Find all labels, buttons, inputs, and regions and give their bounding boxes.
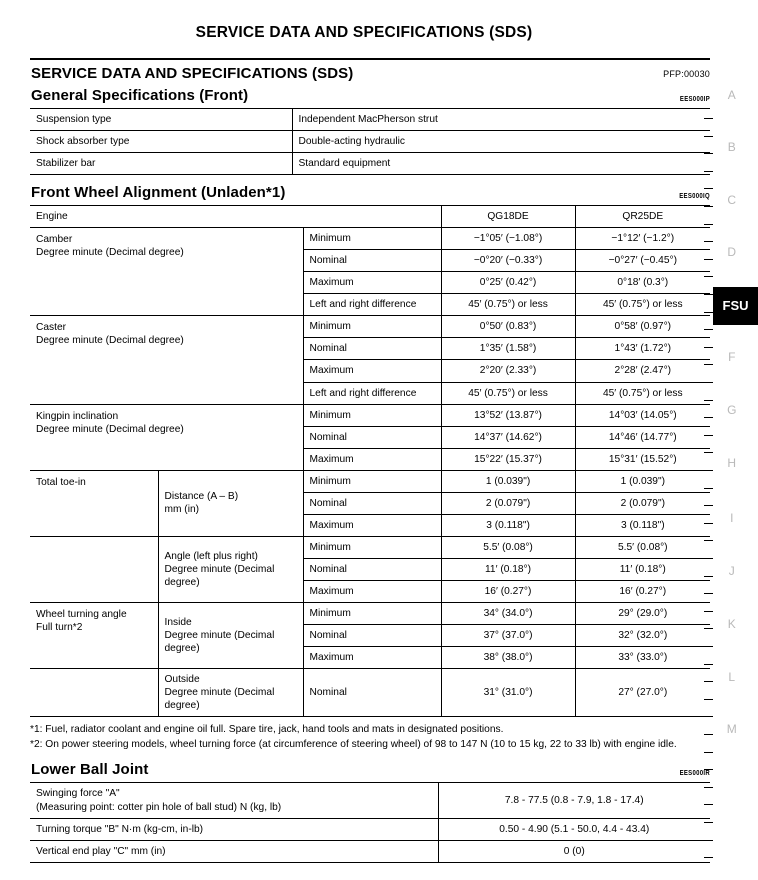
spec-value: Double-acting hydraulic	[292, 131, 710, 153]
alignment-measure-label: Maximum	[303, 360, 441, 382]
section-tab-k[interactable]: K	[727, 617, 737, 631]
footnote: *2: On power steering models, wheel turning force (at circumference of steering wheel) of 98 to 147 N (10 to 15 kg, 22 to 33 lb) with engine idle.	[30, 739, 677, 751]
alignment-measure-label: Maximum	[303, 272, 441, 294]
alignment-value-qr25de: 15°31′ (15.52°)	[575, 448, 710, 470]
alignment-measure-label: Nominal	[303, 426, 441, 448]
table-row	[30, 153, 710, 175]
alignment-value-qg18de: 13°52′ (13.87°)	[441, 404, 575, 426]
alignment-subgroup-label: Outside Degree minute (Decimal degree)	[158, 669, 303, 717]
alignment-measure-label: Maximum	[303, 448, 441, 470]
ball-joint-ref-code: EES000IR	[679, 770, 710, 778]
alignment-value-qg18de: 15°22′ (15.37°)	[441, 448, 575, 470]
spec-value: Standard equipment	[292, 153, 710, 175]
pfp-code: PFP:00030	[663, 69, 710, 79]
alignment-group-label: Kingpin inclination Degree minute (Decimal degree)	[30, 404, 303, 470]
alignment-subgroup-label: Angle (left plus right) Degree minute (Decimal degree)	[158, 536, 303, 602]
alignment-value-qg18de: 45′ (0.75°) or less	[441, 294, 575, 316]
section-tab-h[interactable]: H	[727, 456, 737, 470]
alignment-measure-label: Nominal	[303, 669, 441, 717]
alignment-measure-label: Minimum	[303, 470, 441, 492]
sds-heading-row	[30, 60, 710, 84]
ball-joint-title: Lower Ball Joint	[31, 761, 149, 779]
alignment-value-qg18de: 37° (37.0°)	[441, 625, 575, 647]
alignment-value-qr25de: 29° (29.0°)	[575, 602, 710, 624]
table-row	[30, 316, 710, 338]
table-row	[30, 131, 710, 153]
table-header-row	[30, 206, 710, 228]
table-row	[30, 109, 710, 131]
page-header-title: SERVICE DATA AND SPECIFICATIONS (SDS)	[195, 24, 533, 41]
ball-joint-label: Vertical end play "C" mm (in)	[30, 840, 438, 862]
ball-joint-heading-row	[30, 758, 710, 782]
alignment-subgroup-label: Distance (A – B) mm (in)	[158, 470, 303, 536]
lower-ball-joint-table	[30, 782, 710, 862]
alignment-value-qr25de: 2 (0.079")	[575, 492, 710, 514]
sds-title: SERVICE DATA AND SPECIFICATIONS (SDS)	[31, 65, 354, 82]
alignment-value-qr25de: 1°43′ (1.72°)	[575, 338, 710, 360]
alignment-measure-label: Left and right difference	[303, 382, 441, 404]
engine-column-header: QR25DE	[575, 206, 710, 228]
table-row	[30, 602, 710, 624]
alignment-measure-label: Nominal	[303, 492, 441, 514]
table-row	[30, 536, 710, 558]
alignment-value-qr25de: 14°46′ (14.77°)	[575, 426, 710, 448]
table-row	[30, 818, 710, 840]
alignment-value-qg18de: 16′ (0.27°)	[441, 580, 575, 602]
section-tab-d[interactable]: D	[727, 245, 737, 259]
alignment-value-qr25de: −0°27′ (−0.45°)	[575, 250, 710, 272]
alignment-value-qg18de: 45′ (0.75°) or less	[441, 382, 575, 404]
section-tab-j[interactable]: J	[728, 564, 736, 578]
alignment-measure-label: Minimum	[303, 228, 441, 250]
section-tab-fsu[interactable]: FSU	[713, 287, 758, 325]
alignment-group-label	[30, 536, 158, 602]
alignment-value-qg18de: 0°50′ (0.83°)	[441, 316, 575, 338]
alignment-group-label: Camber Degree minute (Decimal degree)	[30, 228, 303, 316]
front-wheel-alignment-table	[30, 205, 710, 717]
section-tab-m[interactable]: M	[726, 722, 738, 736]
table-row	[30, 228, 710, 250]
spec-value: Independent MacPherson strut	[292, 109, 710, 131]
alignment-value-qr25de: 1 (0.039")	[575, 470, 710, 492]
alignment-value-qr25de: −1°12′ (−1.2°)	[575, 228, 710, 250]
spec-label: Stabilizer bar	[30, 153, 292, 175]
alignment-value-qg18de: 3 (0.118")	[441, 514, 575, 536]
alignment-value-qg18de: 38° (38.0°)	[441, 647, 575, 669]
alignment-measure-label: Nominal	[303, 625, 441, 647]
section-tab-g[interactable]: G	[727, 403, 737, 417]
general-specifications-table	[30, 108, 710, 175]
spec-label: Suspension type	[30, 109, 292, 131]
engine-header-label: Engine	[30, 206, 441, 228]
general-specs-ref-code: EES000IP	[679, 96, 710, 104]
alignment-value-qr25de: 14°03′ (14.05°)	[575, 404, 710, 426]
alignment-measure-label: Nominal	[303, 558, 441, 580]
table-row	[30, 840, 710, 862]
alignment-value-qg18de: 34° (34.0°)	[441, 602, 575, 624]
alignment-subgroup-label: Inside Degree minute (Decimal degree)	[158, 602, 303, 668]
alignment-value-qg18de: 31° (31.0°)	[441, 669, 575, 717]
section-tab-b[interactable]: B	[727, 140, 737, 154]
alignment-value-qr25de: 27° (27.0°)	[575, 669, 710, 717]
alignment-group-label: Wheel turning angle Full turn*2	[30, 602, 158, 668]
table-row	[30, 783, 710, 818]
alignment-measure-label: Minimum	[303, 316, 441, 338]
section-tab-c[interactable]: C	[727, 193, 737, 207]
ball-joint-value: 7.8 - 77.5 (0.8 - 7.9, 1.8 - 17.4)	[438, 783, 710, 818]
alignment-value-qg18de: 11′ (0.18°)	[441, 558, 575, 580]
footnote: *1: Fuel, radiator coolant and engine oil full. Spare tire, jack, hand tools and mats in designated positions.	[30, 724, 504, 736]
alignment-value-qr25de: 32° (32.0°)	[575, 625, 710, 647]
alignment-value-qr25de: 0°58′ (0.97°)	[575, 316, 710, 338]
alignment-footnotes	[30, 722, 720, 752]
alignment-measure-label: Maximum	[303, 514, 441, 536]
alignment-measure-label: Maximum	[303, 580, 441, 602]
ball-joint-label: Swinging force "A" (Measuring point: cotter pin hole of ball stud) N (kg, lb)	[30, 783, 438, 818]
alignment-value-qr25de: 45′ (0.75°) or less	[575, 382, 710, 404]
alignment-ref-code: EES000IQ	[679, 193, 710, 201]
alignment-value-qg18de: 1°35′ (1.58°)	[441, 338, 575, 360]
alignment-value-qr25de: 2°28′ (2.47°)	[575, 360, 710, 382]
ball-joint-value: 0.50 - 4.90 (5.1 - 50.0, 4.4 - 43.4)	[438, 818, 710, 840]
alignment-value-qg18de: 14°37′ (14.62°)	[441, 426, 575, 448]
alignment-value-qr25de: 33° (33.0°)	[575, 647, 710, 669]
table-row	[30, 470, 710, 492]
alignment-value-qg18de: 2°20′ (2.33°)	[441, 360, 575, 382]
alignment-value-qg18de: 5.5′ (0.08°)	[441, 536, 575, 558]
alignment-value-qg18de: 0°25′ (0.42°)	[441, 272, 575, 294]
section-tab-a[interactable]: A	[727, 88, 737, 102]
alignment-measure-label: Maximum	[303, 647, 441, 669]
alignment-title: Front Wheel Alignment (Unladen*1)	[31, 184, 286, 202]
general-specs-title: General Specifications (Front)	[31, 87, 249, 104]
section-tab-f[interactable]: F	[728, 350, 736, 364]
table-row	[30, 669, 710, 717]
content-column	[30, 58, 710, 863]
alignment-group-label: Caster Degree minute (Decimal degree)	[30, 316, 303, 404]
ball-joint-label: Turning torque "B" N·m (kg-cm, in-lb)	[30, 818, 438, 840]
alignment-value-qg18de: 2 (0.079")	[441, 492, 575, 514]
table-row	[30, 404, 710, 426]
alignment-heading-row	[30, 181, 710, 205]
section-tab-i[interactable]: I	[730, 511, 734, 525]
alignment-value-qr25de: 45′ (0.75°) or less	[575, 294, 710, 316]
alignment-value-qr25de: 0°18′ (0.3°)	[575, 272, 710, 294]
alignment-measure-label: Nominal	[303, 250, 441, 272]
alignment-value-qr25de: 5.5′ (0.08°)	[575, 536, 710, 558]
alignment-group-label	[30, 669, 158, 717]
alignment-measure-label: Minimum	[303, 602, 441, 624]
alignment-value-qg18de: −1°05′ (−1.08°)	[441, 228, 575, 250]
general-specs-heading-row	[30, 84, 710, 108]
alignment-measure-label: Minimum	[303, 536, 441, 558]
alignment-group-label: Total toe-in	[30, 470, 158, 536]
section-tab-l[interactable]: L	[728, 670, 736, 684]
alignment-value-qr25de: 3 (0.118")	[575, 514, 710, 536]
alignment-value-qr25de: 11′ (0.18°)	[575, 558, 710, 580]
alignment-measure-label: Nominal	[303, 338, 441, 360]
ball-joint-value: 0 (0)	[438, 840, 710, 862]
alignment-value-qg18de: 1 (0.039")	[441, 470, 575, 492]
alignment-value-qg18de: −0°20′ (−0.33°)	[441, 250, 575, 272]
alignment-value-qr25de: 16′ (0.27°)	[575, 580, 710, 602]
spec-label: Shock absorber type	[30, 131, 292, 153]
alignment-measure-label: Left and right difference	[303, 294, 441, 316]
alignment-measure-label: Minimum	[303, 404, 441, 426]
engine-column-header: QG18DE	[441, 206, 575, 228]
